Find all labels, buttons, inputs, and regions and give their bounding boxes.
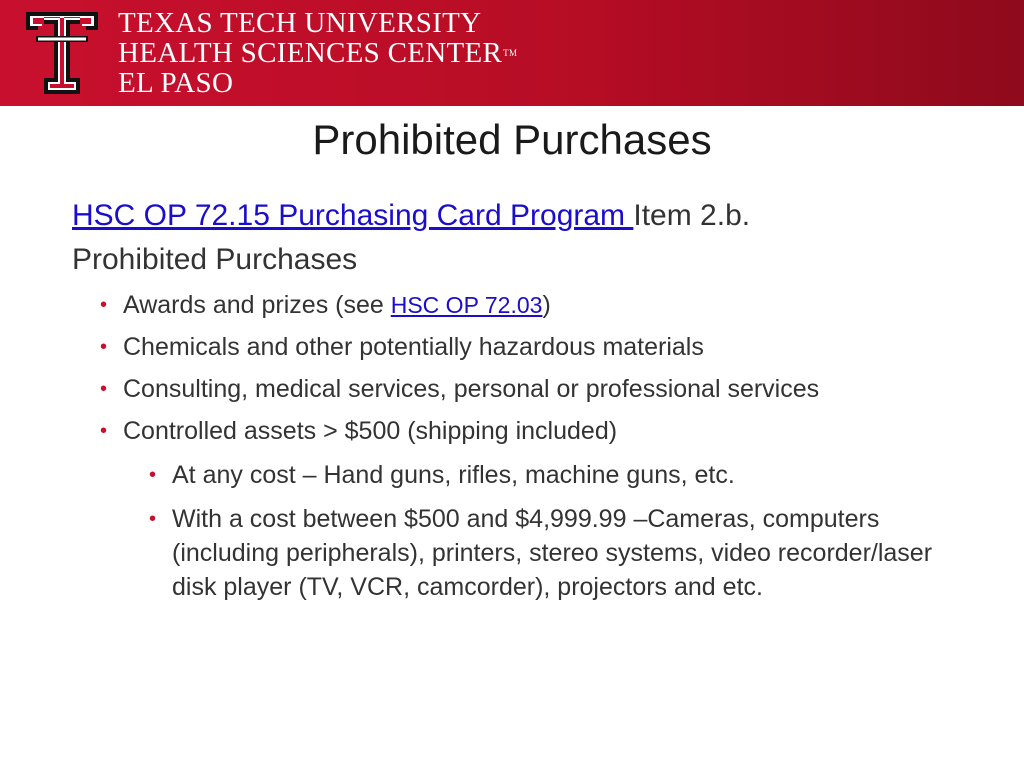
prohibited-list: [100, 290, 980, 616]
intro-item-text: Item 2.b.: [633, 199, 751, 232]
list-item: • Consulting, medical services, personal or professional services: [100, 374, 980, 404]
double-t-logo-icon: [24, 8, 100, 98]
institution-line-2: HEALTH SCIENCES CENTER™: [118, 37, 518, 69]
intro-line-2: Prohibited Purchases: [72, 243, 358, 276]
intro-paragraph: [72, 194, 972, 282]
institution-line-1: TEXAS TECH UNIVERSITY: [118, 7, 482, 39]
trademark-mark: TM: [503, 48, 518, 58]
page-title: Prohibited Purchases: [312, 116, 712, 163]
institution-name: [118, 8, 517, 98]
sub-list-item: • With a cost between $500 and $4,999.99 –Cameras, computers (including peripherals), printers, stereo systems, video recorder/laser disk player (TV, VCR, camcorder), projectors and etc.: [149, 502, 980, 604]
institution-line-3: EL PASO: [118, 67, 234, 99]
header-banner: [0, 0, 1024, 106]
sub-list: [149, 458, 980, 604]
sub-list-item: • At any cost – Hand guns, rifles, machine guns, etc.: [149, 458, 980, 492]
purchasing-card-program-link[interactable]: HSC OP 72.15 Purchasing Card Program: [72, 199, 634, 232]
hsc-op-72-03-link[interactable]: HSC OP 72.03: [390, 292, 543, 318]
list-item: • Awards and prizes (see HSC OP 72.03): [100, 290, 980, 320]
list-item: • Chemicals and other potentially hazardous materials: [100, 332, 980, 362]
list-item: • Controlled assets > $500 (shipping included) • At any cost – Hand guns, rifles, machine guns, etc. • With a cost between $500 and $4,999.99 –Cameras, computers (including peripherals), printers, stereo systems, video recorder/laser disk player (TV, VCR, camcorder), projectors and etc.: [100, 416, 980, 604]
